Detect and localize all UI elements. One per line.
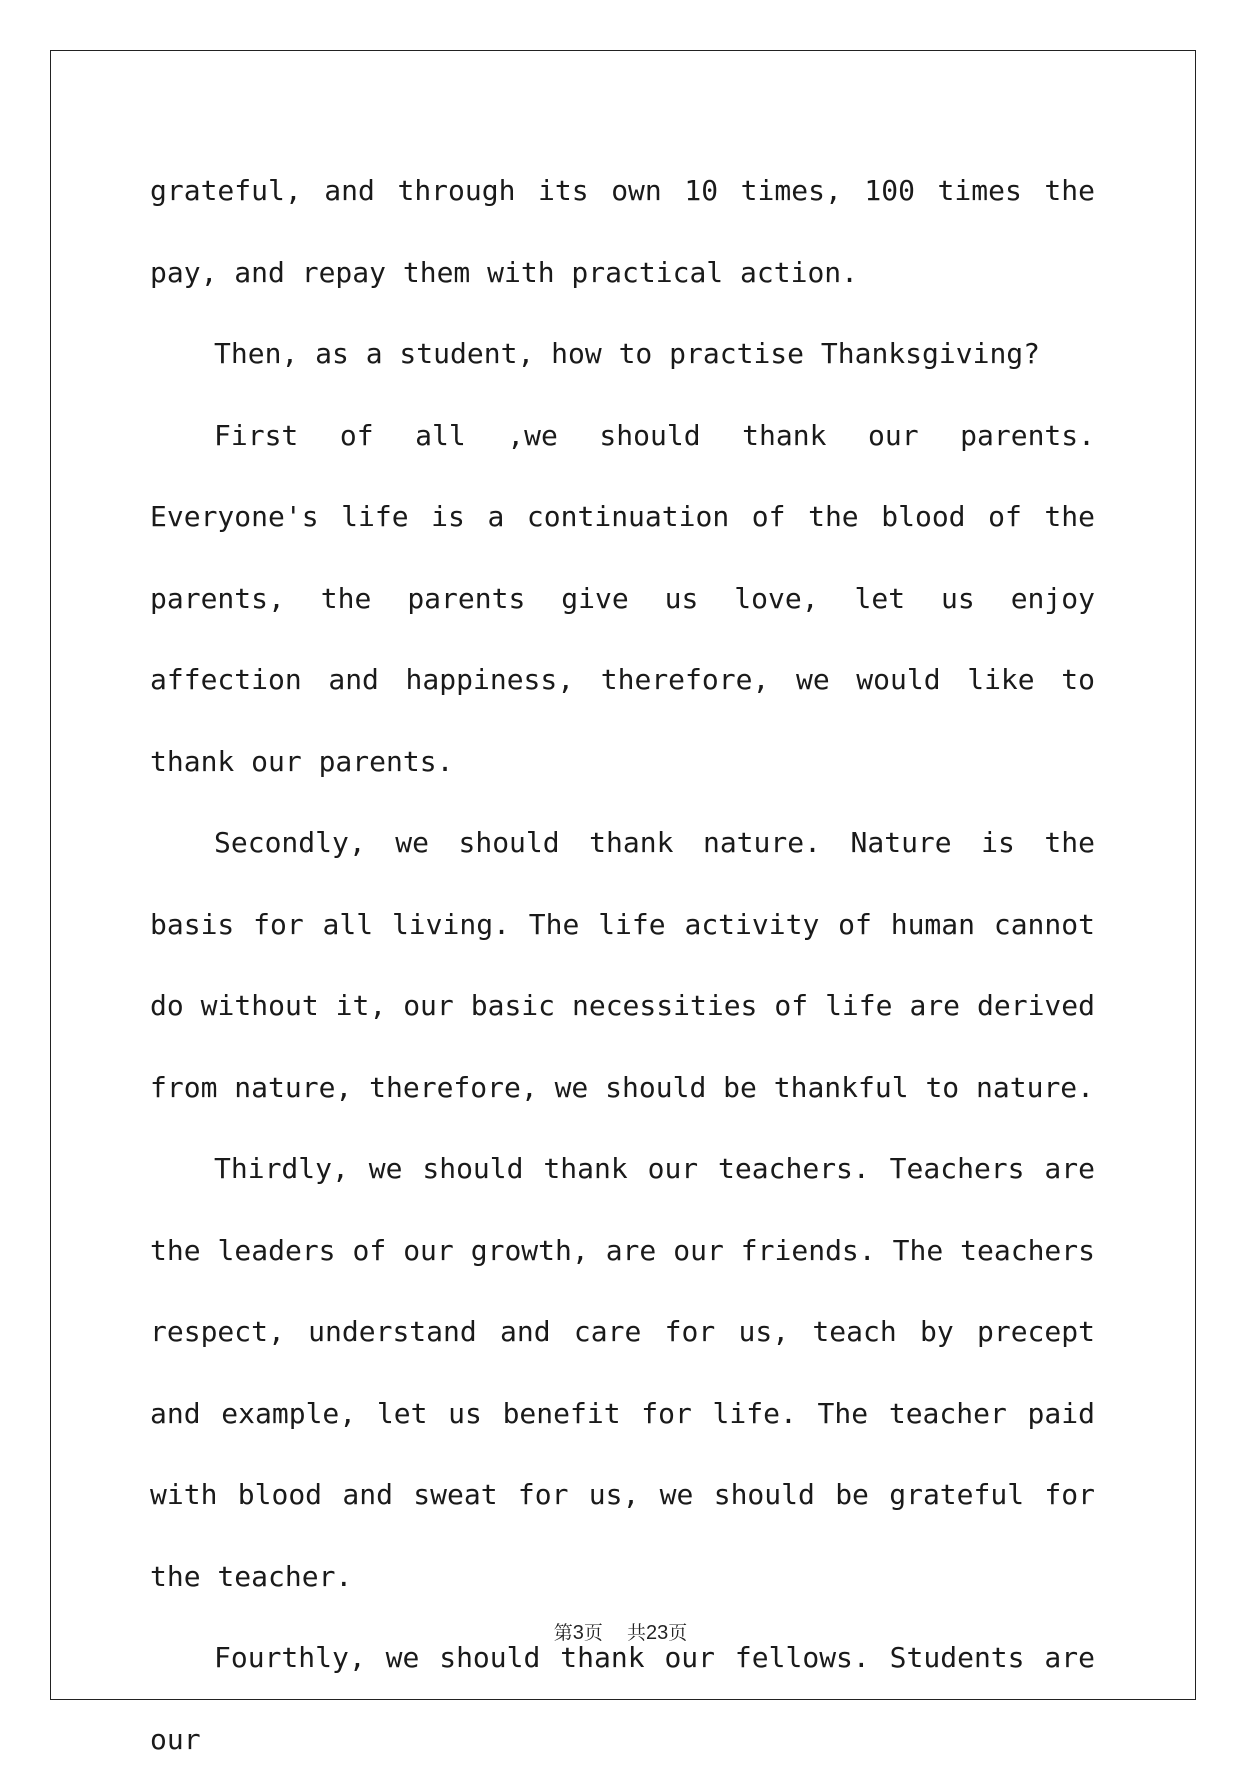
footer-page-suffix: 页 — [583, 1622, 603, 1644]
paragraph-teachers: Thirdly, we should thank our teachers. Teachers are the leaders of our growth, are our friends. The teachers respect, understand and care for us, teach by precept and example, let us benefit for life. The teacher paid with blood and sweat for us, we should be grateful for the teacher. — [150, 1152, 1095, 1593]
footer-total-suffix: 页 — [668, 1622, 688, 1644]
page-footer — [0, 1618, 1241, 1645]
document-body — [150, 150, 1095, 1780]
paragraph-fellows: Fourthly, we should thank our fellows. Students are our — [150, 1641, 1095, 1756]
paragraph-continuation: grateful, and through its own 10 times, 100 times the pay, and repay them with practical action. — [150, 174, 1095, 289]
paragraph-nature: Secondly, we should thank nature. Nature is the basis for all living. The life activity of human cannot do without it, our basic necessities of life are derived from nature, therefore, we should be thankful to nature. — [150, 826, 1095, 1104]
paragraph-question: Then, as a student, how to practise Thanksgiving? — [214, 337, 1041, 370]
page-number: 3 — [572, 1622, 584, 1644]
footer-total-prefix: 共 — [627, 1622, 647, 1644]
footer-prefix: 第 — [553, 1622, 573, 1644]
total-pages: 23 — [646, 1622, 669, 1644]
paragraph-parents: First of all ,we should thank our parents. Everyone's life is a continuation of the blood of the parents, the parents give us love, let us enjoy affection and happiness, therefore, we would like to thank our parents. — [150, 418, 1095, 778]
